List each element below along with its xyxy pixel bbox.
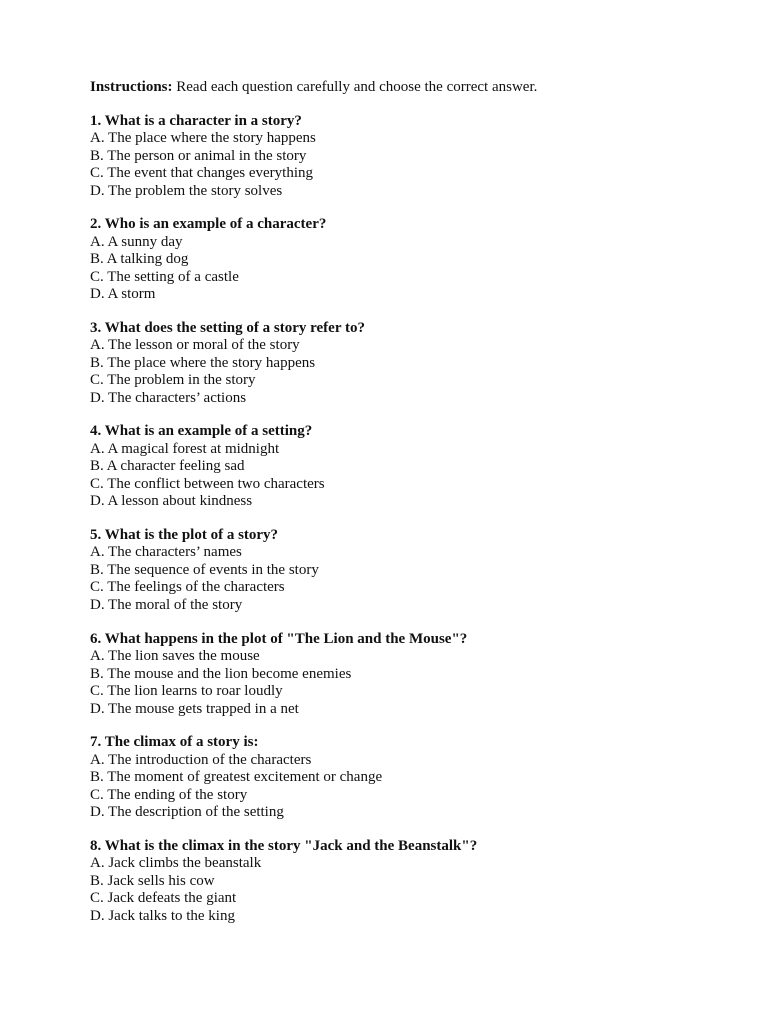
- question-title: 5. What is the plot of a story?: [90, 526, 279, 543]
- instructions-text: Read each question carefully and choose the correct answer.: [172, 79, 538, 95]
- answer-option-a: A. The lesson or moral of the story: [90, 337, 300, 354]
- instructions-label: Instructions:: [90, 79, 173, 95]
- answer-option-b: B. The person or animal in the story: [90, 147, 307, 164]
- answer-option-c: C. Jack defeats the giant: [90, 890, 237, 907]
- answer-option-c: C. The event that changes everything: [90, 165, 313, 182]
- answer-option-a: A. A sunny day: [90, 233, 183, 250]
- answer-option-d: D. The problem the story solves: [90, 182, 283, 199]
- answer-option-a: A. Jack climbs the beanstalk: [90, 855, 262, 872]
- question-8: [90, 838, 730, 926]
- answer-option-b: B. The moment of greatest excitement or change: [90, 769, 383, 786]
- answer-option-c: C. The conflict between two characters: [90, 475, 325, 492]
- answer-option-c: C. The ending of the story: [90, 786, 248, 803]
- question-title: 6. What happens in the plot of "The Lion and the Mouse"?: [90, 630, 468, 647]
- answer-option-a: A. A magical forest at midnight: [90, 440, 280, 457]
- question-title: 8. What is the climax in the story "Jack and the Beanstalk"?: [90, 837, 478, 854]
- answer-option-c: C. The lion learns to roar loudly: [90, 683, 283, 700]
- answer-option-c: C. The problem in the story: [90, 372, 256, 389]
- answer-option-b: B. A talking dog: [90, 251, 189, 268]
- question-title: 3. What does the setting of a story refer to?: [90, 319, 365, 336]
- question-1: [90, 113, 730, 201]
- answer-option-a: A. The lion saves the mouse: [90, 648, 260, 665]
- answer-option-c: C. The feelings of the characters: [90, 579, 285, 596]
- quiz-document: [90, 79, 730, 925]
- question-7: [90, 734, 730, 822]
- question-title: 4. What is an example of a setting?: [90, 423, 313, 440]
- answer-option-b: B. Jack sells his cow: [90, 872, 215, 889]
- answer-option-b: B. A character feeling sad: [90, 458, 245, 475]
- instructions: [90, 79, 730, 97]
- question-5: [90, 527, 730, 615]
- answer-option-b: B. The sequence of events in the story: [90, 561, 319, 578]
- question-2: [90, 216, 730, 304]
- answer-option-a: A. The characters’ names: [90, 544, 242, 561]
- question-title: 2. Who is an example of a character?: [90, 216, 327, 233]
- question-title: 1. What is a character in a story?: [90, 112, 302, 129]
- question-title: 7. The climax of a story is:: [90, 734, 259, 751]
- question-4: [90, 423, 730, 511]
- answer-option-a: A. The place where the story happens: [90, 130, 316, 147]
- answer-option-d: D. Jack talks to the king: [90, 907, 235, 924]
- question-3: [90, 320, 730, 408]
- answer-option-d: D. The moral of the story: [90, 596, 243, 613]
- answer-option-a: A. The introduction of the characters: [90, 751, 312, 768]
- question-6: [90, 631, 730, 719]
- answer-option-d: D. A lesson about kindness: [90, 493, 253, 510]
- answer-option-d: D. The description of the setting: [90, 804, 284, 821]
- answer-option-b: B. The mouse and the lion become enemies: [90, 665, 352, 682]
- answer-option-c: C. The setting of a castle: [90, 268, 239, 285]
- answer-option-b: B. The place where the story happens: [90, 354, 316, 371]
- answer-option-d: D. A storm: [90, 286, 156, 303]
- answer-option-d: D. The characters’ actions: [90, 389, 247, 406]
- answer-option-d: D. The mouse gets trapped in a net: [90, 700, 299, 717]
